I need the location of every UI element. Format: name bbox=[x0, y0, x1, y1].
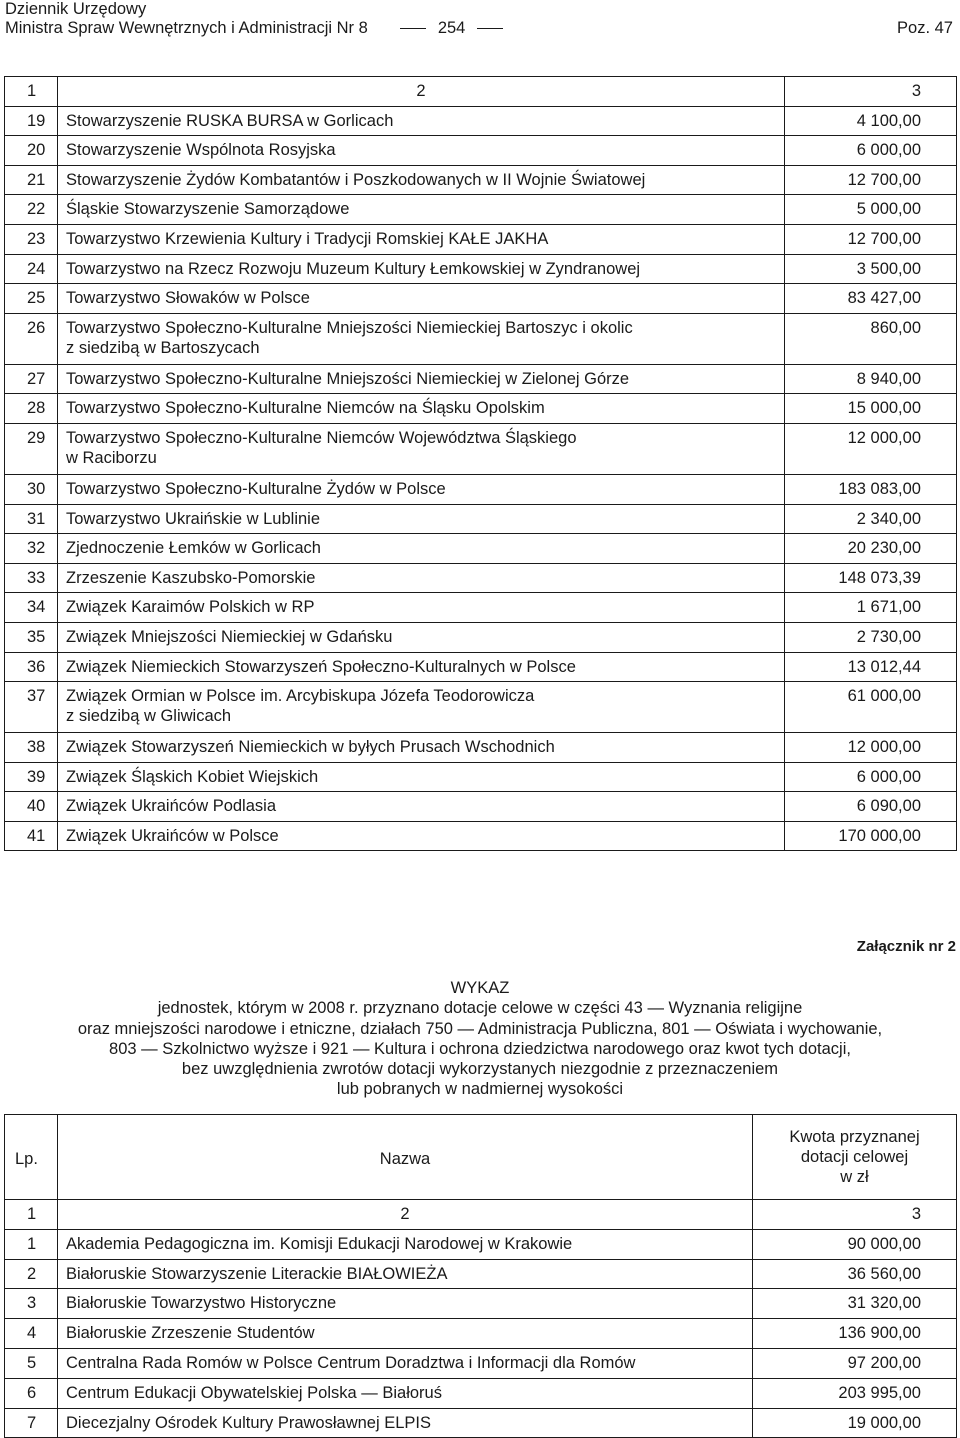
row-name bbox=[58, 423, 785, 474]
table-row bbox=[5, 534, 957, 564]
journal-title: Dziennik Urzędowy bbox=[5, 0, 147, 18]
table-row bbox=[5, 1289, 957, 1319]
row-amount: 90 000,00 bbox=[753, 1229, 957, 1259]
table-row bbox=[5, 1259, 957, 1289]
table-row bbox=[5, 254, 957, 284]
annex-line: oraz mniejszości narodowe i etniczne, działach 750 — Administracja Publiczna, 801 — Oświata i wychowanie, bbox=[77, 1019, 883, 1038]
row-lp: 30 bbox=[5, 474, 58, 504]
row-name: Białoruskie Stowarzyszenie Literackie BIAŁOWIEŻA bbox=[58, 1259, 753, 1289]
table-row bbox=[5, 394, 957, 424]
row-amount: 860,00 bbox=[785, 313, 957, 364]
row-amount: 13 012,44 bbox=[785, 652, 957, 682]
annex-line: 803 — Szkolnictwo wyższe i 921 — Kultura i ochrona dziedzictwa narodowego oraz kwot tych dotacji, bbox=[109, 1039, 851, 1058]
row-name: Towarzystwo Społeczno-Kulturalne Niemców na Śląsku Opolskim bbox=[58, 394, 785, 424]
header-amount bbox=[753, 1115, 957, 1200]
row-lp: 23 bbox=[5, 224, 58, 254]
table-row bbox=[5, 474, 957, 504]
column-number: 1 bbox=[5, 77, 58, 107]
row-name: Centralna Rada Romów w Polsce Centrum Doradztwa i Informacji dla Romów bbox=[58, 1348, 753, 1378]
row-name: Towarzystwo na Rzecz Rozwoju Muzeum Kultury Łemkowskiej w Zyndranowej bbox=[58, 254, 785, 284]
row-name: Stowarzyszenie RUSKA BURSA w Gorlicach bbox=[58, 106, 785, 136]
row-name: Związek Śląskich Kobiet Wiejskich bbox=[58, 762, 785, 792]
row-name: Diecezjalny Ośrodek Kultury Prawosławnej ELPIS bbox=[58, 1408, 753, 1438]
row-name: Towarzystwo Społeczno-Kulturalne Mniejszości Niemieckiej w Zielonej Górze bbox=[58, 364, 785, 394]
row-amount: 31 320,00 bbox=[753, 1289, 957, 1319]
table-row bbox=[5, 762, 957, 792]
table-row bbox=[5, 792, 957, 822]
row-amount: 5 000,00 bbox=[785, 195, 957, 225]
header-amount-line: w zł bbox=[840, 1168, 869, 1186]
annex-line: lub pobranych w nadmiernej wysokości bbox=[336, 1080, 624, 1099]
column-numbers-row bbox=[5, 1200, 957, 1230]
row-lp: 41 bbox=[5, 821, 58, 851]
row-lp: 35 bbox=[5, 622, 58, 652]
annex-label: Załącznik nr 2 bbox=[856, 938, 956, 955]
row-lp: 38 bbox=[5, 733, 58, 763]
row-amount: 6 090,00 bbox=[785, 792, 957, 822]
table-row bbox=[5, 504, 957, 534]
column-number: 3 bbox=[785, 77, 957, 107]
row-amount: 3 500,00 bbox=[785, 254, 957, 284]
row-name: Związek Niemieckich Stowarzyszeń Społeczno-Kulturalnych w Polsce bbox=[58, 652, 785, 682]
table-row bbox=[5, 106, 957, 136]
annex-line: bez uwzględnienia zwrotów dotacji wykorzystanych niezgodnie z przeznaczeniem bbox=[181, 1060, 779, 1079]
row-name: Towarzystwo Społeczno-Kulturalne Żydów w Polsce bbox=[58, 474, 785, 504]
column-number: 1 bbox=[5, 1200, 58, 1230]
row-lp: 25 bbox=[5, 284, 58, 314]
row-amount: 203 995,00 bbox=[753, 1378, 957, 1408]
row-lp: 31 bbox=[5, 504, 58, 534]
row-name: Towarzystwo Ukraińskie w Lublinie bbox=[58, 504, 785, 534]
row-amount: 97 200,00 bbox=[753, 1348, 957, 1378]
row-name-line: z siedzibą w Bartoszycach bbox=[66, 338, 260, 357]
dash-left bbox=[400, 28, 426, 29]
row-name: Związek Stowarzyszeń Niemieckich w byłych Prusach Wschodnich bbox=[58, 733, 785, 763]
table-row bbox=[5, 1319, 957, 1349]
row-name: Związek Karaimów Polskich w RP bbox=[58, 593, 785, 623]
row-amount: 36 560,00 bbox=[753, 1259, 957, 1289]
row-amount: 136 900,00 bbox=[753, 1319, 957, 1349]
annex-heading bbox=[0, 978, 960, 1100]
row-lp: 36 bbox=[5, 652, 58, 682]
row-lp: 32 bbox=[5, 534, 58, 564]
row-name-line: Towarzystwo Społeczno-Kulturalne Niemców Województwa Śląskiego bbox=[66, 428, 577, 447]
row-amount: 12 000,00 bbox=[785, 423, 957, 474]
row-lp: 34 bbox=[5, 593, 58, 623]
continuation-table bbox=[4, 76, 957, 851]
row-amount: 12 000,00 bbox=[785, 733, 957, 763]
table-row bbox=[5, 1378, 957, 1408]
row-name: Zrzeszenie Kaszubsko-Pomorskie bbox=[58, 563, 785, 593]
row-amount: 12 700,00 bbox=[785, 165, 957, 195]
table-row bbox=[5, 652, 957, 682]
page-number: 254 bbox=[437, 19, 466, 37]
row-amount: 19 000,00 bbox=[753, 1408, 957, 1438]
row-lp: 27 bbox=[5, 364, 58, 394]
row-name: Białoruskie Zrzeszenie Studentów bbox=[58, 1319, 753, 1349]
row-lp: 39 bbox=[5, 762, 58, 792]
row-lp: 2 bbox=[5, 1259, 58, 1289]
header-lp: Lp. bbox=[5, 1115, 58, 1200]
row-amount: 1 671,00 bbox=[785, 593, 957, 623]
grants-table bbox=[4, 1114, 957, 1438]
header-line bbox=[5, 19, 955, 38]
column-number: 2 bbox=[58, 1200, 753, 1230]
table-row bbox=[5, 364, 957, 394]
column-number: 3 bbox=[753, 1200, 957, 1230]
row-amount: 6 000,00 bbox=[785, 136, 957, 166]
row-name-line: Towarzystwo Społeczno-Kulturalne Mniejszości Niemieckiej Bartoszyc i okolic bbox=[66, 318, 633, 337]
dash-right bbox=[477, 28, 503, 29]
row-name bbox=[58, 682, 785, 733]
row-name-line: w Raciborzu bbox=[66, 448, 157, 467]
row-amount: 2 340,00 bbox=[785, 504, 957, 534]
table-row bbox=[5, 1229, 957, 1259]
header-amount-line: Kwota przyznanej bbox=[789, 1128, 920, 1146]
row-name: Związek Ukraińców Podlasia bbox=[58, 792, 785, 822]
row-amount: 2 730,00 bbox=[785, 622, 957, 652]
row-name: Akademia Pedagogiczna im. Komisji Edukacji Narodowej w Krakowie bbox=[58, 1229, 753, 1259]
column-number: 2 bbox=[58, 77, 785, 107]
row-name: Towarzystwo Krzewienia Kultury i Tradycji Romskiej KAŁE JAKHA bbox=[58, 224, 785, 254]
row-lp: 29 bbox=[5, 423, 58, 474]
row-lp: 24 bbox=[5, 254, 58, 284]
row-amount: 4 100,00 bbox=[785, 106, 957, 136]
row-lp: 7 bbox=[5, 1408, 58, 1438]
position-number: Poz. 47 bbox=[897, 19, 953, 37]
row-lp: 33 bbox=[5, 563, 58, 593]
row-amount: 20 230,00 bbox=[785, 534, 957, 564]
header-name: Nazwa bbox=[58, 1115, 753, 1200]
row-lp: 5 bbox=[5, 1348, 58, 1378]
table-header-row bbox=[5, 1115, 957, 1200]
row-amount: 8 940,00 bbox=[785, 364, 957, 394]
header-amount-line: dotacji celowej bbox=[800, 1148, 909, 1166]
row-name: Stowarzyszenie Żydów Kombatantów i Poszkodowanych w II Wojnie Światowej bbox=[58, 165, 785, 195]
annex-line: jednostek, którym w 2008 r. przyznano dotacje celowe w części 43 — Wyznania religijne bbox=[157, 999, 803, 1018]
row-lp: 6 bbox=[5, 1378, 58, 1408]
column-numbers-row bbox=[5, 77, 957, 107]
table-row bbox=[5, 733, 957, 763]
row-name-line: Związek Ormian w Polsce im. Arcybiskupa Józefa Teodorowicza bbox=[66, 687, 535, 706]
row-name: Związek Ukraińców w Polsce bbox=[58, 821, 785, 851]
table-row bbox=[5, 224, 957, 254]
row-name: Białoruskie Towarzystwo Historyczne bbox=[58, 1289, 753, 1319]
row-name: Zjednoczenie Łemków w Gorlicach bbox=[58, 534, 785, 564]
table-row bbox=[5, 563, 957, 593]
row-name: Związek Mniejszości Niemieckiej w Gdańsku bbox=[58, 622, 785, 652]
table-row bbox=[5, 313, 957, 364]
table-row bbox=[5, 821, 957, 851]
row-amount: 15 000,00 bbox=[785, 394, 957, 424]
table-row bbox=[5, 622, 957, 652]
table-row bbox=[5, 423, 957, 474]
table-row bbox=[5, 195, 957, 225]
row-amount: 148 073,39 bbox=[785, 563, 957, 593]
row-lp: 20 bbox=[5, 136, 58, 166]
row-lp: 28 bbox=[5, 394, 58, 424]
row-name: Centrum Edukacji Obywatelskiej Polska — Białoruś bbox=[58, 1378, 753, 1408]
row-amount: 170 000,00 bbox=[785, 821, 957, 851]
row-amount: 6 000,00 bbox=[785, 762, 957, 792]
table-row bbox=[5, 682, 957, 733]
row-lp: 4 bbox=[5, 1319, 58, 1349]
table-row bbox=[5, 593, 957, 623]
row-amount: 61 000,00 bbox=[785, 682, 957, 733]
row-amount: 183 083,00 bbox=[785, 474, 957, 504]
table-row bbox=[5, 136, 957, 166]
row-lp: 40 bbox=[5, 792, 58, 822]
row-name: Śląskie Stowarzyszenie Samorządowe bbox=[58, 195, 785, 225]
page-header bbox=[5, 0, 955, 38]
row-amount: 12 700,00 bbox=[785, 224, 957, 254]
row-lp: 19 bbox=[5, 106, 58, 136]
row-lp: 26 bbox=[5, 313, 58, 364]
row-lp: 3 bbox=[5, 1289, 58, 1319]
row-lp: 22 bbox=[5, 195, 58, 225]
ministry-title: Ministra Spraw Wewnętrznych i Administracji Nr 8 bbox=[5, 19, 368, 37]
table-row bbox=[5, 284, 957, 314]
row-lp: 1 bbox=[5, 1229, 58, 1259]
row-lp: 21 bbox=[5, 165, 58, 195]
table-row bbox=[5, 1348, 957, 1378]
row-name bbox=[58, 313, 785, 364]
row-amount: 83 427,00 bbox=[785, 284, 957, 314]
row-lp: 37 bbox=[5, 682, 58, 733]
table-row bbox=[5, 165, 957, 195]
table-row bbox=[5, 1408, 957, 1438]
row-name: Towarzystwo Słowaków w Polsce bbox=[58, 284, 785, 314]
row-name: Stowarzyszenie Wspólnota Rosyjska bbox=[58, 136, 785, 166]
annex-title: WYKAZ bbox=[450, 979, 510, 997]
row-name-line: z siedzibą w Gliwicach bbox=[66, 707, 232, 726]
